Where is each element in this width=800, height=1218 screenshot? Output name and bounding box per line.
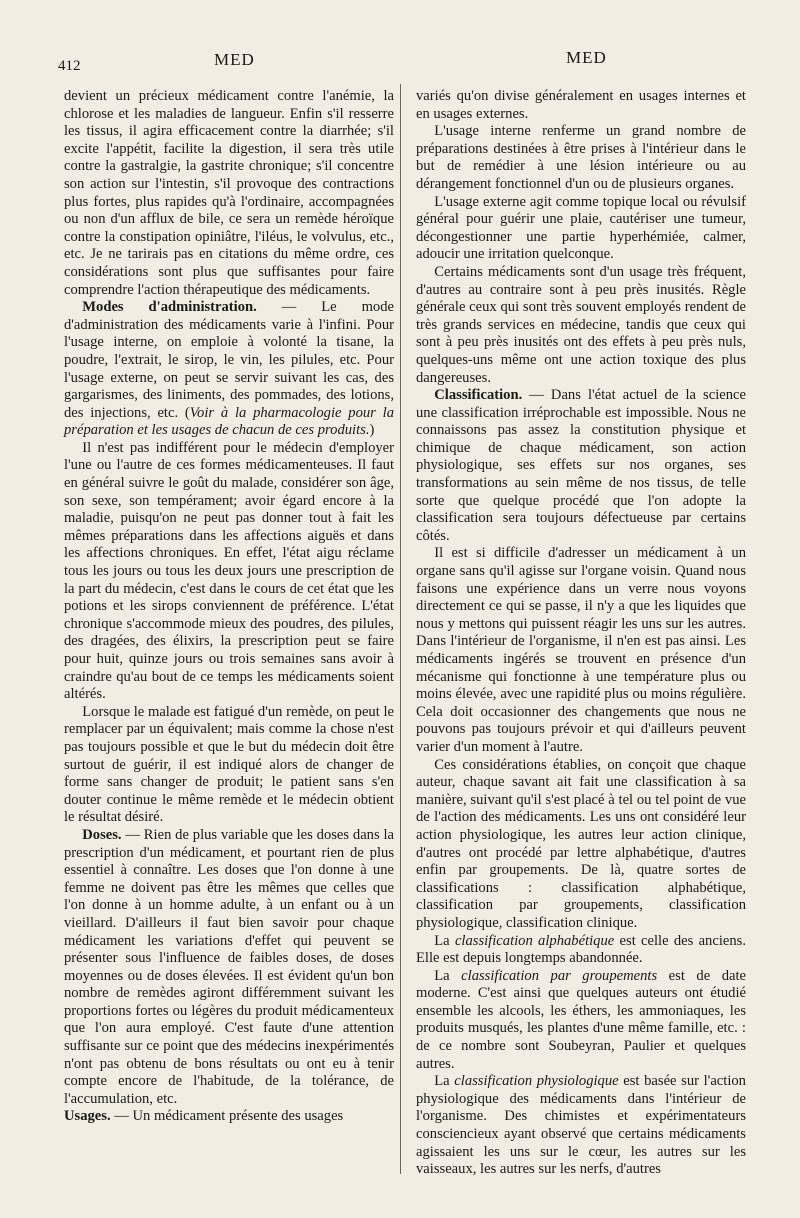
paragraph-text: est de date moderne. C'est ainsi que quelques auteurs ont étudié ensemble les alcools, les éthers, les ammoniaques, les produits musqués, les plantes d'une même famille, etc. : de ce nombre sont Soubeyran, Paulier et quelques autres. [416, 967, 746, 1072]
paragraph-text: — Le mode d'administration des médicaments varie à l'infini. Pour l'usage interne, on emploie à volonté la tisane, la poudre, l'extrait, le sirop, le vin, les pilules, etc. Pour l'usage externe, on peut se servir suivant les cas, des gargarismes, des liniments, des pommades, des lotions, des injections, etc. ( [64, 299, 395, 421]
section-heading-usages: Usages. [64, 1108, 111, 1125]
paragraph-text: est basée sur l'action physiologique des médicaments dans l'intérieur de l'organisme. Des chimistes et expérimentateurs consciencieux ayant observé que certains médicaments agissaient les uns sur le cœur, les autres sur les vaisseaux, les autres sur les nerfs, d'autres [416, 1073, 746, 1178]
paragraph-text: — Dans l'état actuel de la science une classification irréprochable est impossible. Nous ne connaissons pas assez la constitution physique et chimique de chaque médicament, son action physiologique, ses effets sur nos organes, ses transformations au sein même de nos tissus, de telle sorte que quelque procédé que l'on adopte la classification sera toujours défectueuse par certains côtés. [416, 387, 746, 544]
paragraph-text: — Rien de plus variable que les doses dans la prescription d'un médicament, et pourtant rien de plus essentiel à connaître. Les doses que l'on donne à une femme ne doivent pas être les mêmes que celles que l'on donne à un homme adulte, à un enfant ou à un vieillard. D'ailleurs il faut bien savoir pour chaque médicament les variations d'effet qui peuvent se présenter sous l'influence de faibles doses, de doses moyennes ou de doses élevées. Il est évident qu'un bon nombre de remèdes agiront différemment suivant les proportions fortes ou légères du produit médicamenteux que l'on aura employé. C'est faute d'une attention suffisante sur ce point que des médecins inexpérimentés n'ont pas obtenu de bons résultats ou ont eu à tenir compte encore de l'habitude, de la tolérance, de l'accumulation, etc. [64, 826, 394, 1107]
page-header [0, 44, 800, 74]
italic-reference: Voir à la pharmacologie pour la préparation et les usages de chacun de ces produits. [64, 404, 395, 439]
paragraph: Il est si difficile d'adresser un médicament à un organe sans qu'il agisse sur l'organe voisin. Quand nous faisons une expérience dans un verre nous voyons directement ce qui se passe, il n'y a que les liquides que nous y mettons qui puissent réagir les uns sur les autres. Dans l'intérieur de l'organisme, il n'en est pas ainsi. Les médicaments ingérés se trouvent en présence d'un mécanisme qui fonctionne à une température plus ou moins élevée, avec une rapidité plus ou moins régulière. Cela doit occasionner des changements que nous ne pouvons pas toujours prévoir et qui d'ailleurs peuvent varier d'un moment à l'autre. [416, 545, 746, 755]
closing-paren: ) [369, 422, 375, 439]
paragraph-classification-groupements [416, 968, 746, 1074]
paragraph-usages [64, 1108, 394, 1126]
paragraph: L'usage externe agit comme topique local ou révulsif général pour guérir une plaie, cautériser une tumeur, décongestionner une partie hyperhémiée, calmer, adoucir une irritation quelconque. [416, 193, 746, 263]
paragraph: Certains médicaments sont d'un usage très fréquent, d'autres au contraire sont à peu près inusités. Règle générale ceux qui sont très souvent employés rendent de très grands services en médecine, tandis que ceux qui sont à peu près inusités ont des effets à peu près nuls, quelques-uns même ont une action toxique des plus dangereuses. [416, 263, 746, 386]
paragraph-text: est celle des anciens. Elle est depuis longtemps abandonnée. [416, 932, 746, 967]
column-divider [400, 84, 401, 1174]
italic-term: classification par groupements [461, 967, 658, 984]
paragraph: devient un précieux médicament contre l'anémie, la chlorose et les maladies de langueur. Enfin s'il resserre les tissus, il agira efficacement contre la diarrhée; s'il excite l'appétit, facilite la digestion, il sera très utile contre la gastralgie, la gastrite chronique; s'il concentre son action sur l'intestin, s'il provoque des contractions plus fortes, plus rapides qu'à l'ordinaire, accompagnées ou non d'un afflux de bile, ce sera un remède héroïque contre la constipation opiniâtre, l'iléus, le volvulus, etc., etc. Je ne tarirais pas en citations du même ordre, ces considérations sont plus que suffisantes pour faire comprendre l'action thérapeutique des médicaments. [64, 88, 394, 298]
paragraph-text: — Un médicament présente des usages [110, 1108, 344, 1125]
paragraph-doses [64, 827, 394, 1109]
section-heading-modes-administration: Modes d'administration. [82, 299, 257, 316]
paragraph: Il n'est pas indifférent pour le médecin d'employer l'une ou l'autre de ces formes médicamenteuses. Il faut en général suivre le goût du malade, considérer son âge, son sexe, son tempérament; avoir égard encore à la maladie, puisqu'on ne peut pas donner tout à fait les mêmes préparations dans les affections aiguës et dans les affections chroniques. En effet, l'état aigu réclame tous les jours ou tous les deux jours une prescription de la part du médecin, c'est dans le cours de cet état que les potions et les sirops conviennent de préférence. L'état chronique s'accommode mieux des poudres, des pilules, des dragées, des élixirs, la prescription peut se faire pour huit, quinze jours ou trois semaines sans avoir à craindre qu'au bout de ce temps les médicaments soient altérés. [64, 439, 394, 703]
section-heading-classification: Classification. [434, 387, 523, 404]
left-column [64, 88, 394, 1126]
paragraph-classification-alphabetique [416, 933, 746, 968]
paragraph-classification [416, 387, 746, 545]
section-heading-doses: Doses. [82, 826, 122, 843]
right-column [416, 88, 746, 1179]
running-head-right: MED [566, 48, 607, 67]
paragraph: Ces considérations établies, on conçoit que chaque auteur, chaque savant ait fait une classification à sa manière, suivant qu'il s'est placé à tel ou tel point de vue de l'action des médicaments. Les uns ont considéré leur action physiologique, les autres leur action clinique, d'autres ont procédé par lettre alphabétique, d'autres enfin par groupements. De là, quatre sortes de classifications : classification alphabétique, classification par groupements, classification physiologique, classification clinique. [416, 756, 746, 931]
paragraph: Lorsque le malade est fatigué d'un remède, on peut le remplacer par un équivalent; mais comme la chose n'est pas toujours possible et que le but du médecin doit être surtout de guérir, il est indiqué alors de changer de forme sans changer de produit; le patient sans s'en douter continue le même remède et le médecin obtient le résultat désiré. [64, 703, 394, 826]
paragraph-classification-physiologique [416, 1073, 746, 1179]
italic-term: classification physiologique [454, 1073, 619, 1090]
paragraph: variés qu'on divise généralement en usages internes et en usages externes. [416, 88, 746, 122]
paragraph-text: La [434, 932, 455, 949]
paragraph: L'usage interne renferme un grand nombre de préparations destinées à être prises à l'intérieur dans le but de remédier à une lésion intérieure ou au dérangement fonctionnel d'un ou de plusieurs organes. [416, 123, 746, 192]
page-number: 412 [58, 58, 81, 74]
paragraph-text: La [434, 1073, 455, 1090]
running-head-left: MED [214, 50, 255, 69]
paragraph-modes-administration [64, 299, 394, 440]
paragraph-text: La [434, 967, 462, 984]
italic-term: classification alphabétique [454, 932, 615, 949]
